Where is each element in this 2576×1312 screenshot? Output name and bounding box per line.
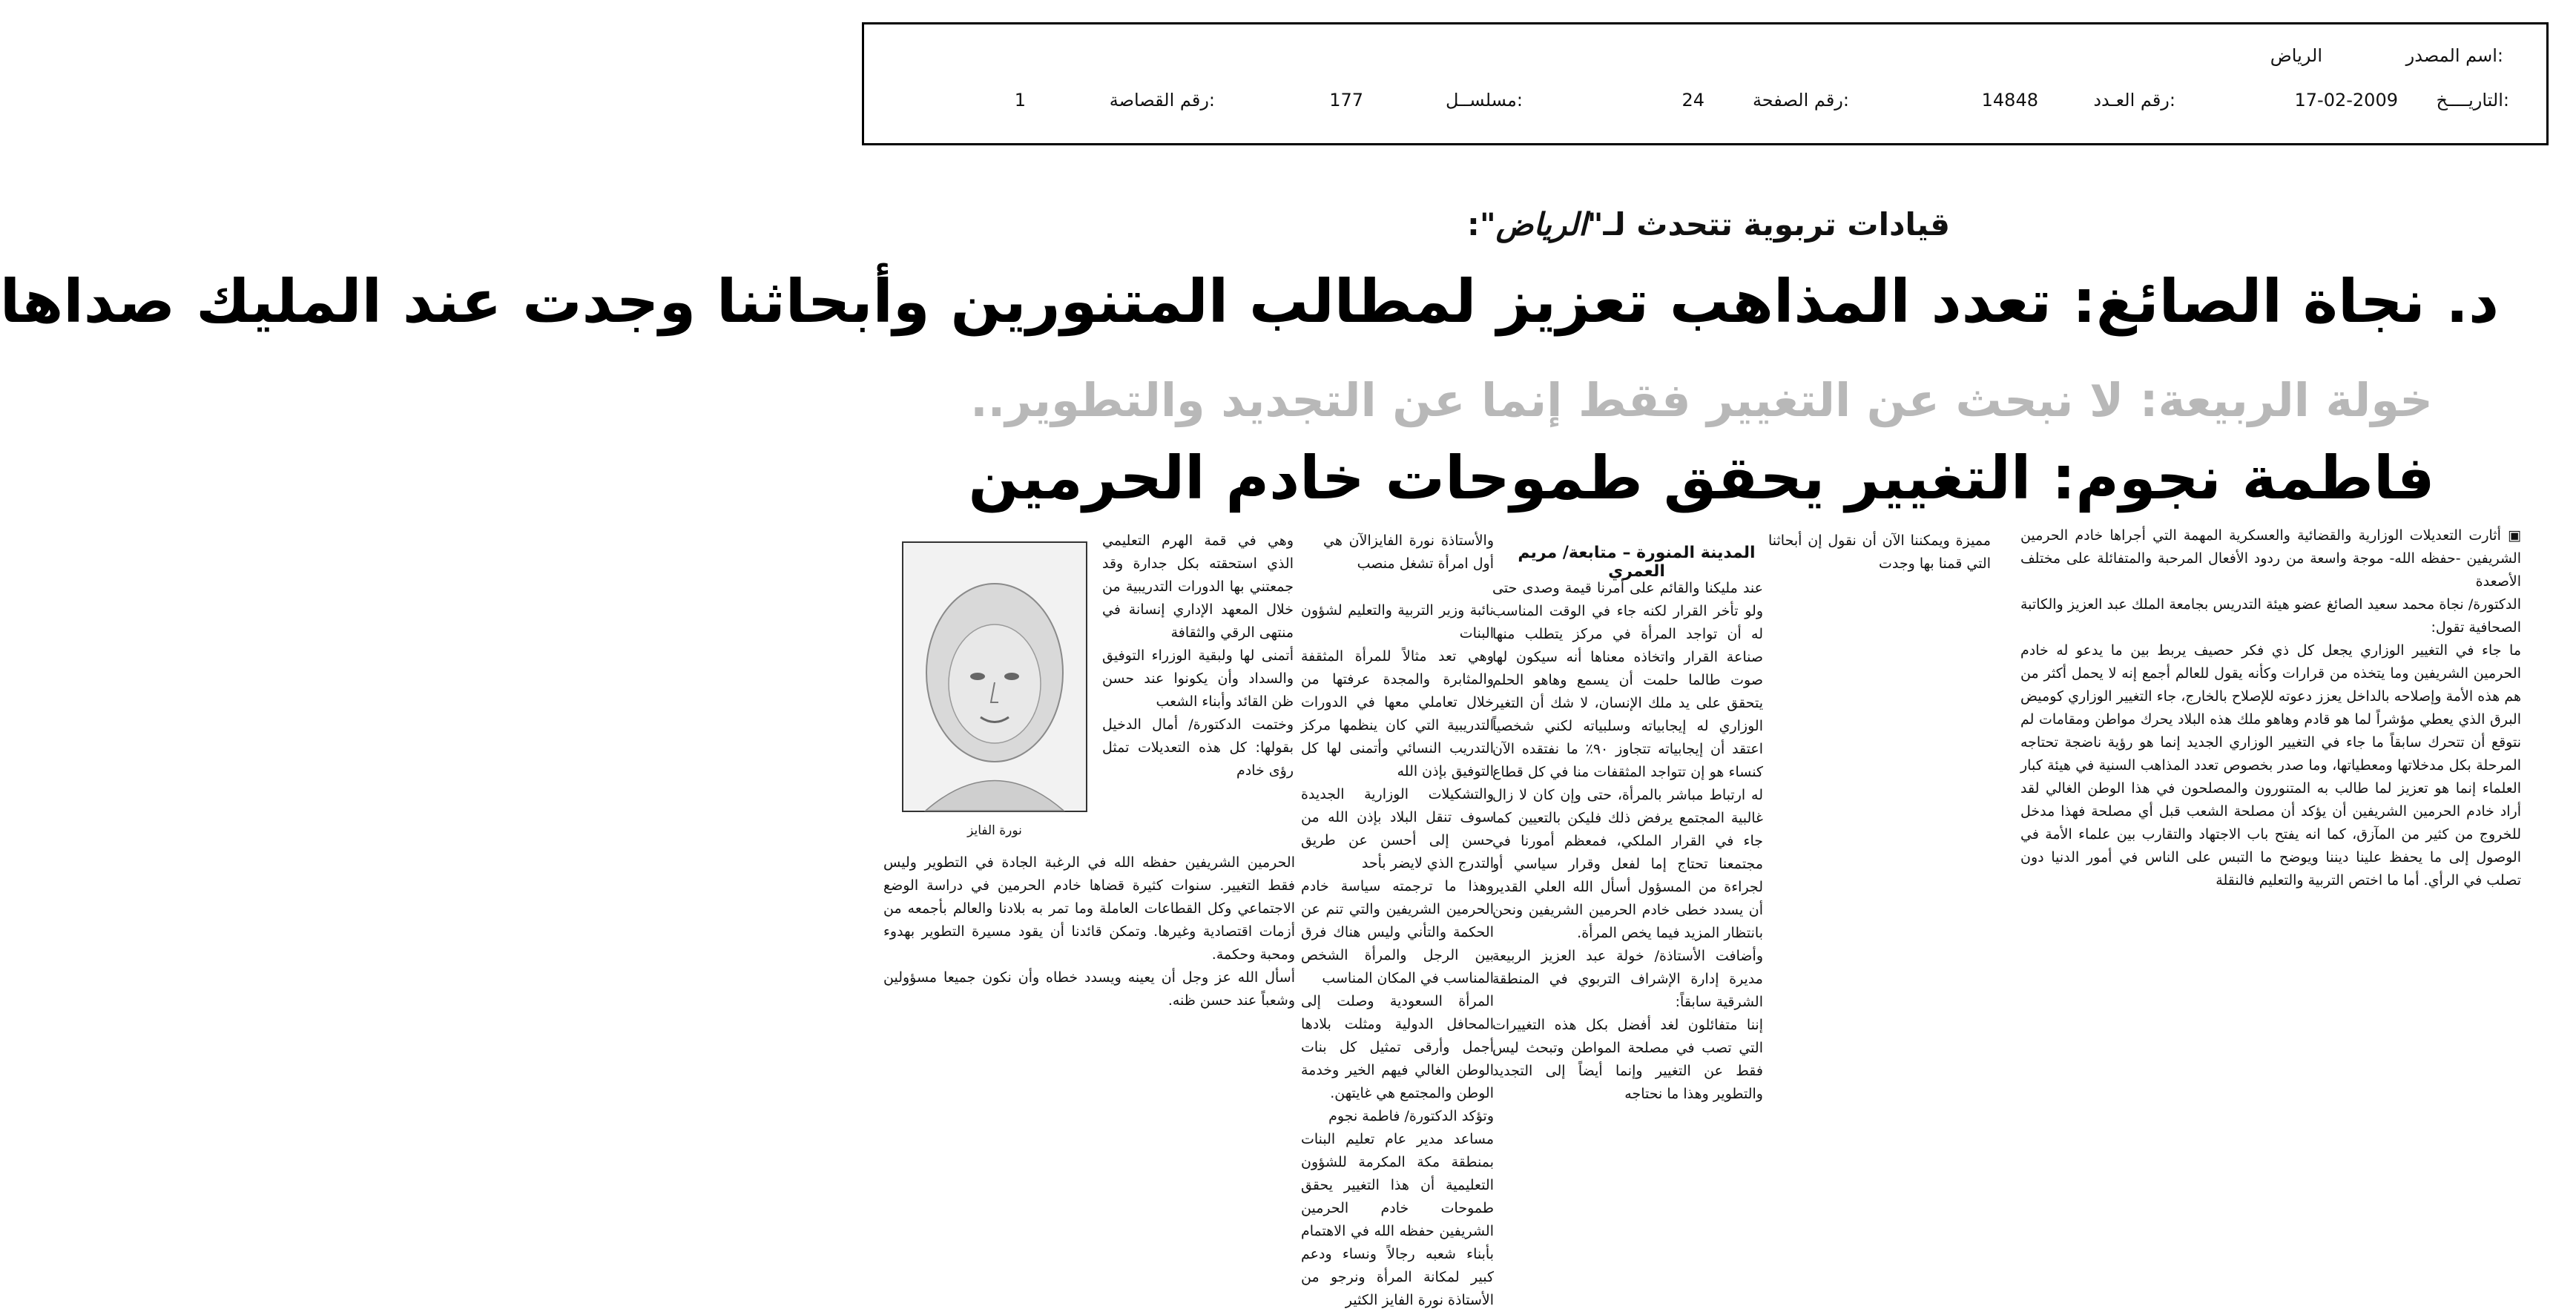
article-column-3 — [1492, 577, 1764, 1102]
paragraph: إننا متفائلون لغد أفضل بكل هذه التغييرات التي تصب في مصلحة المواطن وتبحث ليس فقط عن التغيير وإنما أيضاً إلى التجديد والتطوير وهذا ما نحتاجه — [1492, 1017, 1763, 1102]
source-label: اسم المصدر: — [2405, 45, 2503, 66]
headline-main: د. نجاة الصائغ: تعدد المذاهب تعزيز لمطالب المتنورين وأبحاثنا وجدت عند المليك صداها — [0, 267, 2499, 336]
issue-value: 14848 — [1981, 90, 2038, 111]
paragraph: وأضافت الأستاذة/ خولة عبد العزيز الربيعة مديرة إدارة الإشراف التربوي في المنطقة الشرقية سابقاً: — [1492, 948, 1763, 1010]
paragraph: وهي تعد مثالاً للمرأة المثقفة والمثابرة والمجدة عرفتها من خلال تعاملي معها في الدورات التدريبية التي كان ينظمها مركز التدريب النسائي وأتمنى لها كل التوفيق بإذن الله — [1301, 648, 1494, 779]
portrait-sketch — [903, 543, 1086, 811]
paragraph: أتمنى لها ولبقية الوزراء التوفيق والسداد وأن يكونوا عند حسن ظن القائد وأبناء الشعب — [1102, 647, 1294, 710]
date-value: 17-02-2009 — [2294, 90, 2398, 111]
kicker — [841, 206, 2576, 243]
article-column-2 — [1768, 530, 1991, 923]
article-column-4-continued — [1301, 599, 1494, 1308]
serial-value: 177 — [1329, 90, 1363, 111]
kicker-paper-name: "الرياض" — [1479, 206, 1604, 243]
headline-secondary: خولة الربيعة: لا نبحث عن التغيير فقط إنما عن التجديد والتطوير.. — [970, 373, 2433, 427]
paragraph: نائبة وزير التربية والتعليم لشؤون البنات — [1301, 602, 1494, 642]
portrait-photo — [902, 541, 1087, 812]
clip-value: 1 — [1014, 90, 1026, 111]
paragraph: ▣ أثارت التعديلات الوزارية والقضائية والعسكرية المهمة التي أجراها خادم الحرمين الشريفين -حفظه الله- موجة واسعة من ردود الأفعال المرحبة والمتفائلة على مختلف الأصعدة — [2020, 527, 2521, 590]
paragraph: المرأة السعودية وصلت إلى المحافل الدولية ومثلت بلادها أجمل وأرقى تمثيل كل بنات الوطن الغالي فيهم الخير وخدمة الوطن والمجتمع هي غايتهن. — [1301, 993, 1494, 1101]
date-label: التاريــــخ: — [2436, 90, 2509, 111]
source-value: الرياض — [2270, 45, 2322, 66]
article-column-6 — [883, 851, 1295, 1052]
photo-caption: نورة الفايز — [967, 823, 1022, 838]
paragraph: والأستاذة نورة الفايزالآن هي أول امرأة تشغل منصب — [1323, 533, 1494, 572]
article-column-4 — [1323, 530, 1494, 596]
article-column-5 — [1102, 530, 1294, 852]
kicker-suffix: : — [1467, 206, 1480, 243]
clip-label: رقم القصاصة: — [1109, 90, 1215, 111]
paragraph: مميزة ويمكننا الآن أن نقول إن أبحاثنا التي قمنا بها وجدت — [1768, 533, 1991, 572]
paragraph: الدكتورة/ نجاة محمد سعيد الصائغ عضو هيئة التدريس بجامعة الملك عبد العزيز والكاتبة الصحافية تقول: — [2020, 596, 2521, 636]
byline: المدينة المنورة – متابعة/ مريم العمري — [1518, 544, 1756, 581]
paragraph: ما جاء في التغيير الوزاري يجعل كل ذي فكر حصيف يربط بين ما يدعو له خادم الحرمين الشريفين وما يتخذه من قرارات وكأنه يقول للعالم أجمع إنه لا يحمل أكثر من هم هذه الأمة وإصلاحه بالداخل يعزز دعوته للإصلاح بالخارج، جاء التغيير الوزاري كوميض البرق الذي يعطي مؤشراً لما هو قادم وهاهو ملك هذه البلاد يحرك مواطن ومقامات لم نتوقع أن تتحرك سابقاً ما جاء في التغيير الوزاري الجديد إنما هو رؤية ناضجة تحتاجه المرحلة بكل مدخلاتها ومعطياتها، وما صدر بخصوص تعدد المذاهب السنية في هيئة كبار العلماء إنما هو تعزيز لما طالب به المتنورون والمصلحون في هذا الوطن الغالي لقد أراد خادم الحرمين الشريفين أن يؤكد أن مصلحة الشعب قبل أي مصلحة فهذا مدخل للخروج من كثير من المآزق، كما انه يفتح باب الاجتهاد والتقارب بين علماء الأمة في الوصول إلى ما يحفظ علينا ديننا ويوضح ما التبس على الناس في أمور الدنيا دون تصلب في الرأي. أما ما اختص التربية والتعليم فالنقلة — [2020, 642, 2521, 889]
paragraph: الحرمين الشريفين حفظه الله في الرغبة الجادة في التطوير وليس فقط التغيير. سنوات كثيرة قضاها خادم الحرمين في دراسة الوضع الاجتماعي وكل القطاعات العاملة وما تمر به بلادنا والعالم بأجمعه من أزمات اقتصادية وغيرها. وتمكن قائدنا أن يقود مسيرة التطوير بهدوء ومحبة وحكمة. — [883, 854, 1295, 963]
headline-third: فاطمة نجوم: التغيير يحقق طموحات خادم الحرمين — [968, 444, 2435, 512]
paragraph: وتؤكد الدكتورة/ فاطمة نجوم — [1328, 1108, 1494, 1124]
paragraph: وختمت الدكتورة/ أمال الدخيل بقولها: كل هذه التعديلات تمثل رؤى خادم — [1102, 716, 1294, 779]
page-label: رقم الصفحة: — [1752, 90, 1849, 111]
serial-label: مسلســل: — [1446, 90, 1523, 111]
paragraph: أسأل الله عز وجل أن يعينه ويسدد خطاه وأن نكون جميعا مسؤولين وشعباً عند حسن ظنه. — [883, 969, 1295, 1009]
page-value: 24 — [1681, 90, 1704, 111]
paragraph: وهي في قمة الهرم التعليمي الذي استحقته بكل جدارة وقد جمعتني بها الدورات التدريبية من خلال المعهد الإداري إنسانة في منتهى الرقي والثقافة — [1102, 533, 1294, 641]
kicker-prefix: قيادات تربوية تتحدث لـ — [1603, 206, 1950, 243]
paragraph: عند مليكنا والقائم على أمرنا قيمة وصدى حتى ولو تأخر القرار لكنه جاء في الوقت المناسب له أن تواجد المرأة في مركز يتطلب منها صناعة القرار واتخاذه معناها أنه سيكون لها صوت طالما حلمت أن يسمع وهاهو الحلم يتحقق على يد ملك الإنسان، لا شك أن التغير الوزاري له إيجابياته وسلبياته لكني شخصياً اعتقد أن إيجابياته تتجاوز ٩٠٪ ما نفتقده الآن كنساء هو إن تتواجد المثقفات منا في كل قطاع له ارتباط مباشر بالمرأة، حتى وإن كان لا زال غالبية المجتمع يرفض ذلك فليكن بالتعيين كما جاء في القرار الملكي، فمعظم أمورنا في مجتمعنا تحتاج إما لفعل وقرار سياسي أو لجراءة من المسؤول أسأل الله العلي القدير أن يسدد خطى خادم الحرمين الشريفين ونحن بانتظار المزيد فيما يخص المرأة. — [1492, 580, 1764, 941]
paragraph: مساعد مدير عام تعليم البنات بمنطقة مكة المكرمة للشؤون التعليمية أن هذا التغيير يحقق طموحات خادم الحرمين الشريفين حفظه الله في الاهتمام بأبناء شعبه رجالاً ونساء ودعم كبير لمكانة المرأة ونرجو من الأستاذة نورة الفايز الكثير — [1301, 1131, 1494, 1308]
article-column-1 — [2020, 524, 2521, 1058]
paragraph: والتشكيلات الوزارية الجديدة سوف تنقل البلاد بإذن الله من حسن إلى أحسن عن طريق التدرج الذي لايضر بأحد — [1301, 786, 1494, 871]
clipping-header — [862, 22, 2549, 145]
issue-label: رقم العـدد: — [2093, 90, 2175, 111]
paragraph: وهذا ما ترجمته سياسة خادم الحرمين الشريفين والتي تنم عن الحكمة والتأني وليس هناك فرق بين الرجل والمرأة الشخص المناسب في المكان المناسب — [1301, 878, 1494, 986]
